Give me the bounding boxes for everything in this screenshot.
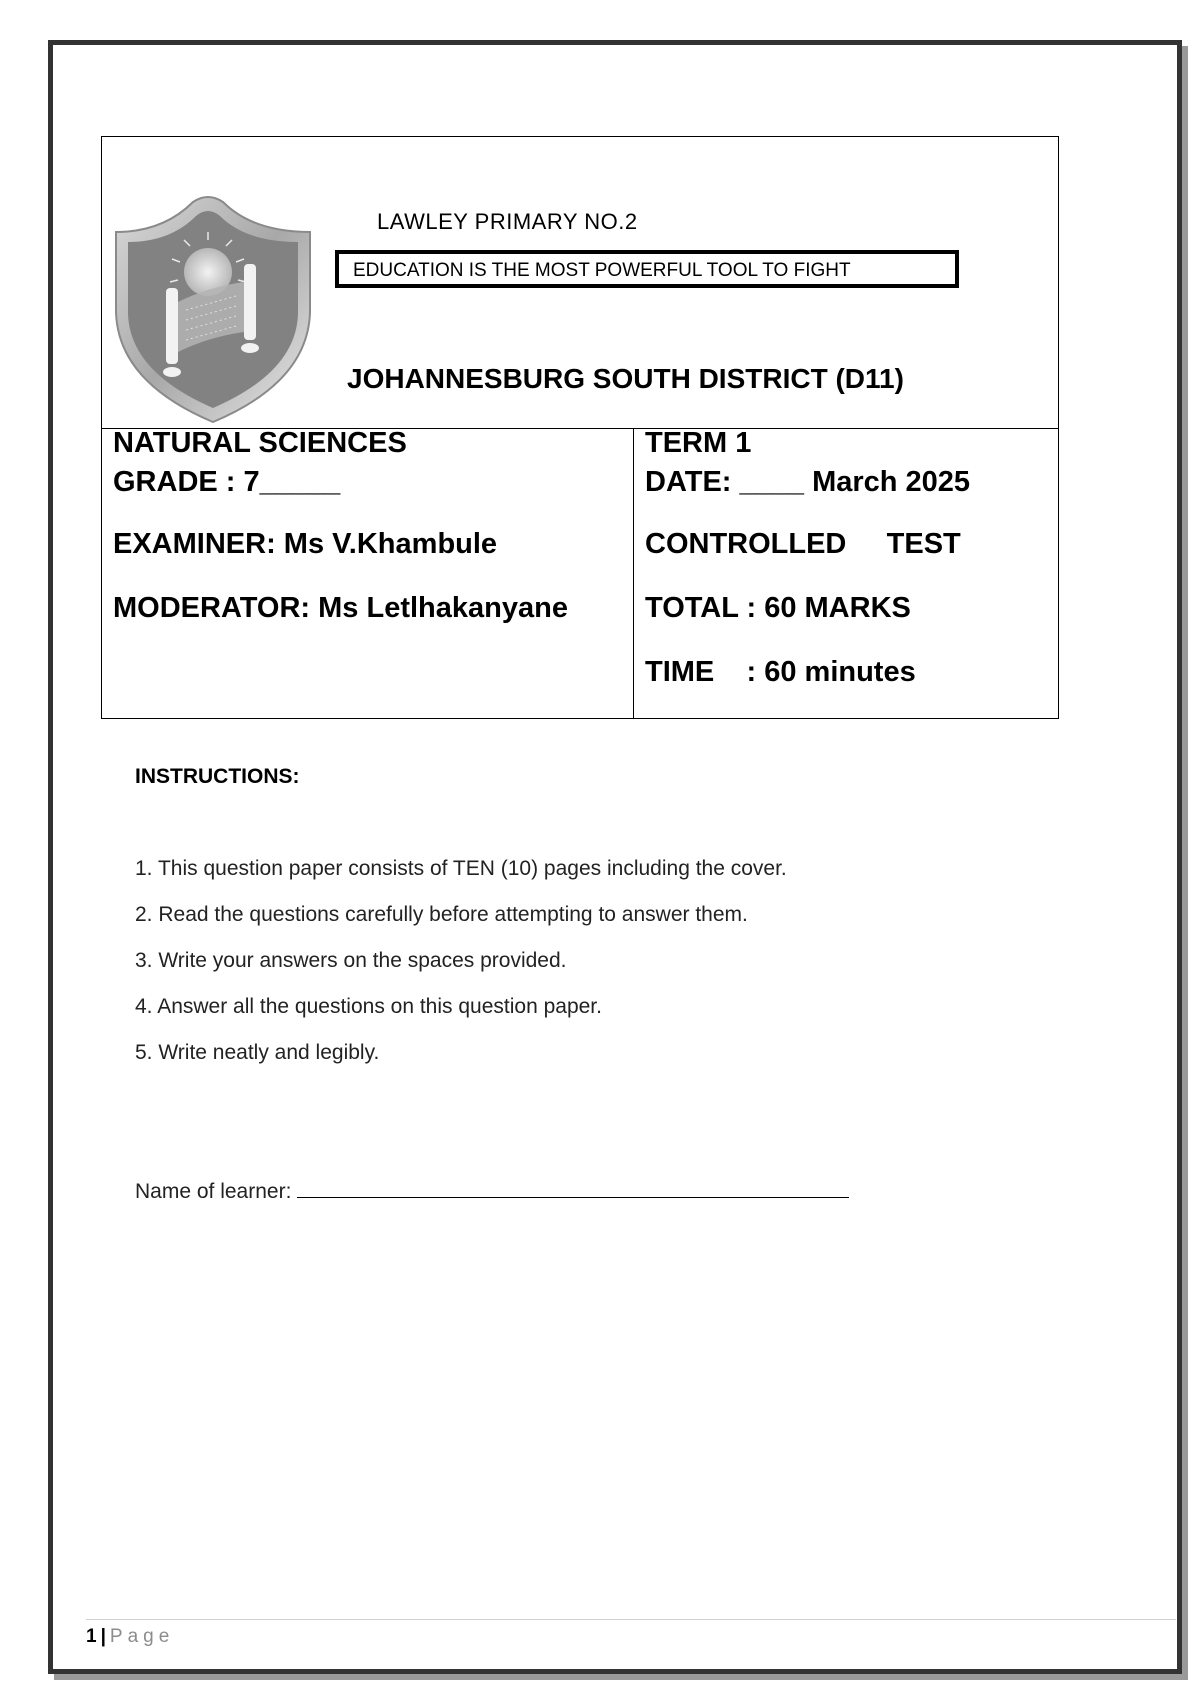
school-header (102, 137, 1058, 429)
footer-rule (86, 1619, 1176, 1620)
instructions-heading: INSTRUCTIONS: (135, 765, 300, 788)
column-divider (633, 429, 634, 719)
moderator: MODERATOR: Ms Letlhakanyane (113, 592, 568, 624)
grade-field: GRADE : 7_____ (113, 466, 341, 498)
school-motto: EDUCATION IS THE MOST POWERFUL TOOL TO FIGHT (335, 250, 959, 288)
district-name: JOHANNESBURG SOUTH DISTRICT (D11) (347, 363, 904, 394)
page-number: 1 (86, 1626, 97, 1647)
instruction-item: 4. Answer all the questions on this question paper. (135, 995, 602, 1018)
term: TERM 1 (645, 427, 752, 459)
date-field: DATE: ____ March 2025 (645, 466, 971, 498)
instruction-item: 3. Write your answers on the spaces provided. (135, 949, 567, 972)
total-marks: TOTAL : 60 MARKS (645, 592, 911, 624)
instruction-item: 2. Read the questions carefully before attempting to answer them. (135, 903, 748, 926)
learner-name-field[interactable] (297, 1183, 849, 1198)
test-type: CONTROLLED TEST (645, 528, 961, 560)
page-footer (86, 1626, 174, 1648)
header-table (101, 136, 1059, 719)
learner-name-label: Name of learner: (135, 1180, 292, 1203)
examiner: EXAMINER: Ms V.Khambule (113, 528, 498, 560)
learner-name-line (135, 1180, 849, 1204)
school-name: LAWLEY PRIMARY NO.2 (377, 209, 638, 234)
footer-separator: | (100, 1626, 106, 1647)
instruction-item: 5. Write neatly and legibly. (135, 1041, 380, 1064)
page-label: Page (109, 1626, 175, 1647)
subject: NATURAL SCIENCES (113, 427, 407, 459)
instruction-item: 1. This question paper consists of TEN (10) pages including the cover. (135, 857, 787, 880)
time-allowed: TIME : 60 minutes (645, 656, 916, 688)
shield-crest-icon (108, 192, 318, 424)
